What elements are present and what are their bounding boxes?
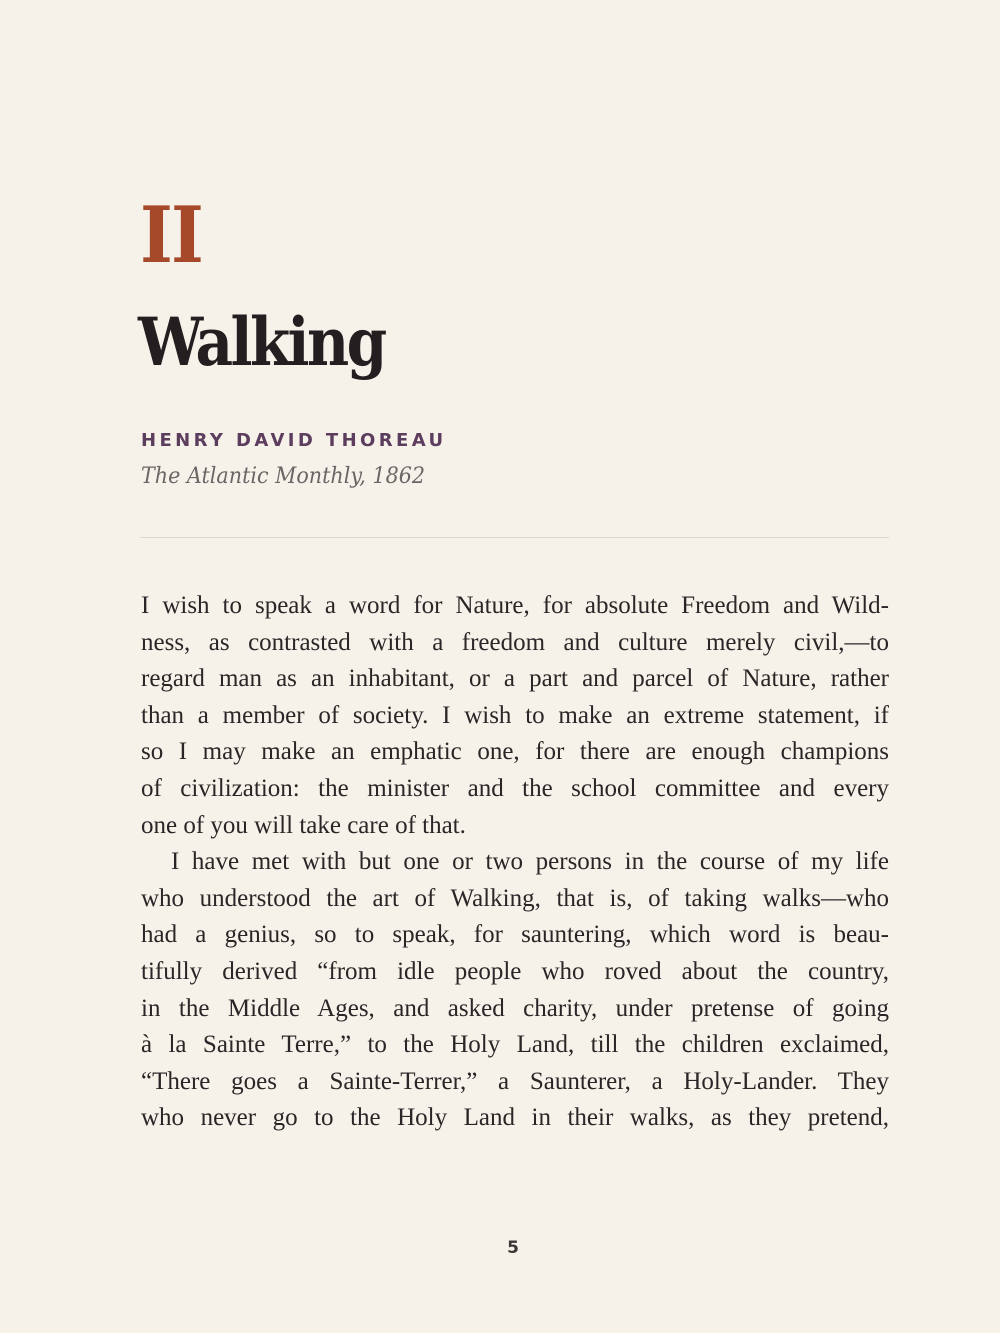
text-line: who never go to the Holy Land in their walks, as they pretend, [141, 1104, 889, 1132]
text-line: who understood the art of Walking, that is, of taking walks—who [141, 884, 889, 912]
text-line: had a genius, so to speak, for sauntering, which word is beau- [141, 921, 889, 949]
text-line: of civilization: the minister and the school committee and every [141, 774, 889, 802]
author-name: HENRY DAVID THOREAU [141, 430, 447, 451]
publication-source: The Atlantic Monthly, 1862 [141, 464, 426, 489]
text-line: so I may make an emphatic one, for there are enough champions [141, 738, 889, 766]
paragraph-1 [141, 588, 889, 844]
body-text [141, 588, 889, 1137]
chapter-number: II [140, 190, 203, 281]
text-line: “There goes a Sainte-Terrer,” a Saunterer, a Holy-Lander. They [141, 1067, 889, 1095]
chapter-title: Walking [138, 303, 385, 381]
text-line: ness, as contrasted with a freedom and culture merely civil,—to [141, 628, 889, 656]
text-line: tifully derived “from idle people who roved about the country, [141, 957, 889, 985]
text-line: à la Sainte Terre,” to the Holy Land, till the children exclaimed, [141, 1031, 889, 1059]
text-line: I wish to speak a word for Nature, for absolute Freedom and Wild- [141, 592, 889, 619]
page-number: 5 [507, 1238, 519, 1258]
paragraph-2 [141, 844, 889, 1137]
text-line: than a member of society. I wish to make an extreme statement, if [141, 701, 889, 729]
text-line: regard man as an inhabitant, or a part and parcel of Nature, rather [141, 665, 889, 693]
text-line: I have met with but one or two persons in the course of my life [171, 848, 889, 876]
section-divider [140, 537, 889, 538]
text-line: one of you will take care of that. [141, 811, 466, 839]
text-line: in the Middle Ages, and asked charity, under pretense of going [141, 994, 889, 1022]
